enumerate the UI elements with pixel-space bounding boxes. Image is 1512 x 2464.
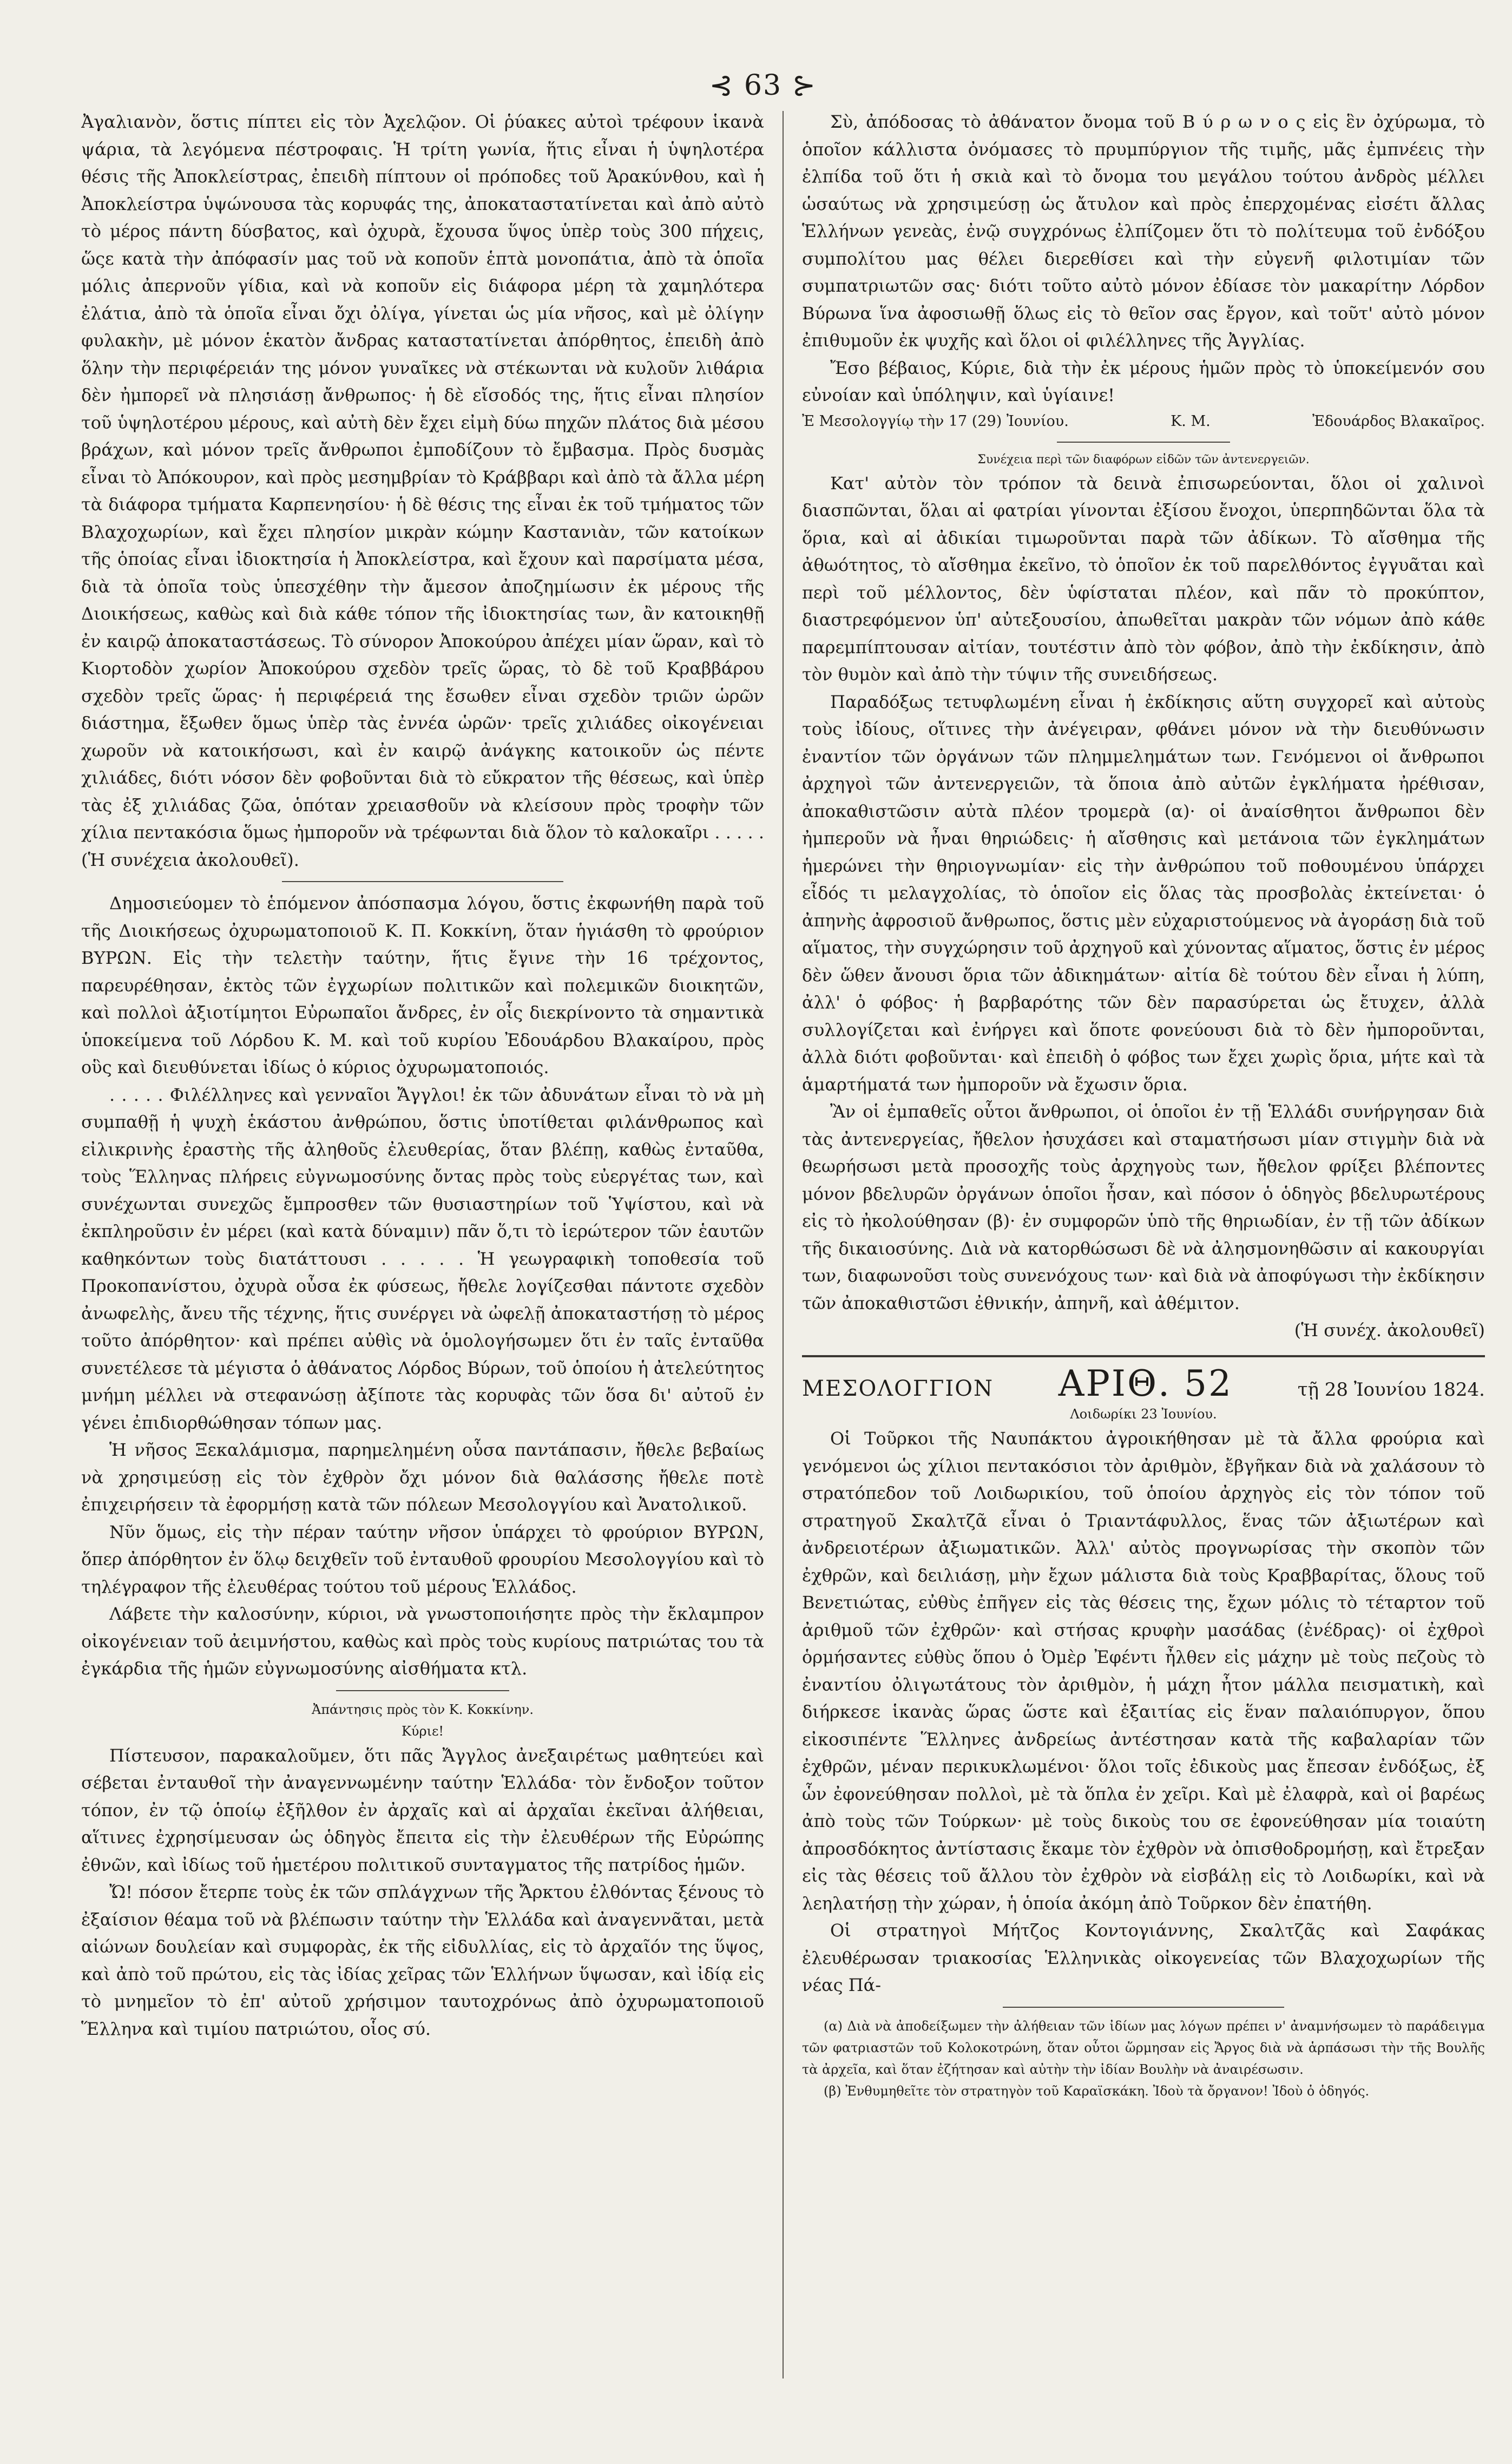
signature-place-date: Ἐ Μεσολογγίῳ τὴν 17 (29) Ἰουνίου.: [802, 412, 1069, 430]
news-paragraph: Οἱ στρατηγοὶ Μήτζος Κοντογιάννης, Σκαλτζᾶς καὶ Σαφάκας ἐλευθέρωσαν τριακοσίας Ἑλληνικὰς οἰκογενείας τῶν Βλαχοχωρίων τῆς νέας Πά-: [802, 1920, 1485, 1995]
left-ornament-icon: ⊰: [709, 69, 734, 102]
right-column: [802, 108, 1485, 2414]
reply-continued: Σὺ, ἀπόδοσας τὸ ἀθάνατον ὄνομα τοῦ Β ύ ρ ω ν ο ς εἰς ἓν ὀχύρωμα, τὸ ὁποῖον κάλλιστα ὀνόμασες τὸ πρυμπύργιον τῆς τιμῆς, μᾶς ἐμπνέεις τὴν ἐλπίδα τοῦ ὅτι ἡ σκιὰ καὶ τὸ ὄνομα του μεγάλου τούτου ἀνδρὸς μέλλει ὡσαύτως νὰ χρησιμεύσῃ ὡς ἄτυλον καὶ πρὸς ἐπερχομένας εἰσέτι ἄλλας Ἑλλήνων γενεὰς, ἐνῷ συγχρόνως ἐλπίζομεν ὅτι τὸ πολίτευμα τοῦ ἐνδόξου συμπολίτου μας θέλει διερεθίσει καὶ τὴν εὐγενῆ φιλοτιμίαν τῶν συμπατριωτῶν σας· διότι τοῦτο αὐτὸ μόνον ἐδίασε τὸν μακαρίτην Λόρδον Βύρωνα ἵνα ἀφοσιωθῇ ὅλως εἰς τὸ θεῖον σας ἔργον, καὶ τοῦτ' αὐτὸ μόνον ἐπιθυμοῦν ἐκ ψυχῆς καὶ ὅλοι οἱ φιλέλληνες τῆς Ἀγγλίας.: [802, 111, 1485, 351]
right-ornament-icon: ⊱: [792, 69, 817, 102]
footnotes: [802, 2015, 1485, 2102]
footnote: (α) Διὰ νὰ ἀποδείξωμεν τὴν ἀλήθειαν τῶν ἰδίων μας λόγων πρέπει ν' ἀναμνήσωμεν τὸ παράδειγμα τῶν φατριαστῶν τοῦ Κολοκοτρώνη, ὅταν οὗτοι ὥρμησαν εἰς Ἄργος διὰ νὰ ἁρπάσωσι τὴν τῆς Βουλῆς τὰ ἀρχεῖα, καὶ ὅταν ἐζήτησαν καὶ αὐτὴν τὴν ἰδίαν Βουλὴν νὰ ἀναιρέσωσιν.: [802, 2018, 1485, 2077]
speech-paragraph: . . . . . Φιλέλληνες καὶ γενναῖοι Ἄγγλοι! ἐκ τῶν ἀδυνάτων εἶναι τὸ νὰ μὴ συμπαθῇ ἡ ψυχὴ ἑκάστου ἀνθρώπου, ὅστις ὑποτίθεται φιλάνθρωπος καὶ εἰλικρινὴς ἐραστὴς τῆς ἀληθοῦς ἐλευθερίας, ὅταν βλέπῃ, καθὼς ἐνταῦθα, τοὺς Ἕλληνας πλήρεις εὐγνωμοσύνης ὄντας πρὸς τοὺς εὐεργέτας των, καὶ συνέχωνται συνεχῶς ἔμπροσθεν τῶν θυσιαστηρίων τοῦ Ὑψίστου, καὶ νὰ ἐκπληροῦσιν ἐν μέρει (καὶ κατὰ δύναμιν) πᾶν ὅ,τι τὸ ἱερώτερον τῶν ἑαυτῶν καθηκόντων τοὺς διατάττουσι . . . . . Ἡ γεωγραφικὴ τοποθεσία τοῦ Προκοπανίστου, ὀχυρὰ οὖσα ἐκ φύσεως, ἤθελε λογίζεσθαι πάντοτε σχεδὸν ἀνωφελὴς, ἄνευ τῆς τέχνης, ἥτις συνέργει νὰ ὠφελῇ ἀποκαταστήσῃ τὸ μέρος τοῦτο ἀπόρθητον· καὶ πρέπει αὐθὶς νὰ ὁμολογήσωμεν ὅτι ἐν ταῖς ἐνταῦθα συνετέλεσε τὰ μέγιστα ὁ ἀθάνατος Λόρδος Βύρων, τοῦ ὁποίου ἡ ἀτελεύτητος μνήμη μέλλει νὰ στεφανώσῃ ἀξίποτε τὰς κορυφὰς τῶν ὅσα δι' αὐτοῦ ἐν γένει ἐπιδιορθώθησαν τόπων μας.: [81, 1084, 764, 1433]
signature-row: [802, 409, 1485, 434]
masthead-date: τῇ 28 Ἰουνίου 1824.: [1297, 1378, 1485, 1401]
column-divider: [783, 111, 784, 2378]
news-paragraph: Οἱ Τοῦρκοι τῆς Ναυπάκτου ἀγροικήθησαν μὲ τὰ ἄλλα φρούρια καὶ γενόμενοι ὡς χίλιοι πεντακόσιοι τὸν ἀριθμὸν, ἔβγῆκαν διὰ νὰ χαλάσουν τὸ στρατόπεδον τοῦ Λοιδωρικίου, τοῦ ὁποίου ἀρχηγὸς εἰς τὸν τόπον τοῦ στρατηγοῦ Σκαλτζᾶ εἶναι ὁ Τριαντάφυλλος, ἕνας τῶν ἀξιωτέρων καὶ ἀνδρειοτέρων ἀξιωματικῶν. Ἀλλ' αὐτὸς προγνωρίσας τὴν σκοπὸν τῶν ἐχθρῶν, καὶ δειλιάσῃ, μὴν ἔχων μάλιστα διὰ τοὺς Κραββαρίτας, ὅλους τοῦ Βενετιώτας, εὐθὺς ἐπῆγεν εἰς τὰς θέσεις της, ἔχων μόλις τὸ τέταρτον τοῦ ἀριθμοῦ τῶν ἐχθρῶν· καὶ στήσας κρυφὴν μασάδας (ἐνέδρας)· οἱ ἐχθροὶ ὁρμήσαντες εὐθὺς ὅπου ὁ Ὀμὲρ Ἐφέντι ἦλθεν εἰς μάχην μὲ τοὺς πεζοὺς τὸ ἐναντίου ὀλιγωτάτους τὸν ἀριθμὸν, ἡ μάχη ἦτον μάλλα πεισματικὴ, καὶ διήρκεσε ἱκανὰς ὥρας ὥστε καὶ ἐξαιτίας εἰς ἕναν παλαιόπυργον, ὅπου εἰκοσιπέντε Ἕλληνες ἀνδρείως ἀντέστησαν κατὰ τῆς καβαλαρίαν τῶν ἐχθρῶν, μέναν περικυκλωμένοι· ὅλοι τοῖς ἐδικοὺς μας ἔπεσαν ἐνδόξως, ἐξ ὧν ἐφονεύθησαν πολλοὶ, μὲ τὰ ὅπλα ἐν χεῖρι. Καὶ μὲ ἐλαφρὰ, καὶ οἱ βαρέως ἀπὸ τοὺς τῶν Τούρκων· μὲ τοὺς δικοὺς του σε ἐφονεύθησαν μία τοιαύτη ἀπροσδόκητος ἀντίστασις ἔκαμε τὸν ἐχθρὸν νὰ ὀπισθοδρομήσῃ, καὶ ἔτρεξαν εἰς τὰς θέσεις τοῦ ἄλλου τὸν ἐχθρὸν νὰ εἰσβάλῃ εἰς τὸ Λοιδωρίκι, καὶ νὰ λεηλατήσῃ τὴν χώραν, ἡ ὁποία ἀκόμη ἀπὸ Τοῦρκον δὲν ἐπατήθη.: [802, 1428, 1485, 1914]
reply-paragraph: Ὤ! πόσον ἔτερπε τοὺς ἐκ τῶν σπλάγχνων τῆς Ἄρκτου ἐλθόντας ξένους τὸ ἐξαίσιον θέαμα τοῦ νὰ βλέπωσιν ταύτην τὴν Ἑλλάδα καὶ ἀναγεννᾶται, μετὰ αἰώνων δουλείαν καὶ συμφορὰς, ἐκ τῆς εἰδυλλίας, εἰς τὸ ἀρχαῖόν της ὕψος, καὶ ἀπὸ τοῦ πρώτου, εἰς τὰς ἰδίας χεῖρας τῶν Ἑλλήνων ὕψωσαν, καὶ ἰδίᾳ εἰς τὸ μνημεῖον τὸ ἐπ' αὐτοῦ χρήσιμον ταυτοχρόνως ἀπὸ ὀχυρωματοποιοῦ Ἕλληνα καὶ τιμίου πατριώτου, οἷος σύ.: [81, 1882, 764, 2039]
misc-paragraph: Ἂν οἱ ἐμπαθεῖς οὗτοι ἄνθρωποι, οἱ ὁποῖοι ἐν τῇ Ἑλλάδι συνήργησαν διὰ τὰς ἀντενεργείας, ἤθελον ἠσυχάσει καὶ σταματήσωσι μίαν στιγμὴν διὰ νὰ θεωρήσωσι μετὰ προσοχῆς τοὺς ἀρχηγοὺς των, ἤθελον φρίξει βλέποντες μόνον βδελυρῶν ὀργάνων ὁποῖοι ἦσαν, καὶ πόσον ὁ ὁδηγὸς βδελυρωτέρους εἰς τὸ ἠκολούθησαν (β)· ἐν συμφορῶν ὑπὸ τῆς θηριωδίαν, ἐν τῇ τῶν ἀδίκων τῆς δικαιοσύνης. Διὰ νὰ κατορθώσωσι δὲ νὰ ἀλησμονηθῶσιν αἱ κακουργίαι των, διαφωνοῦσι τοὺς συνενόχους των· καὶ διὰ νὰ ἀποφύγωσι τὴν ἐκδίκησιν τῶν ἀποκαθιστῶσι ἐθνικήν, ἀπηνῆ, καὶ ἀθέμιτον.: [802, 1101, 1485, 1313]
signature-name: Ἐδουάρδος Βλακαῖρος.: [1312, 412, 1485, 430]
section-rule: [336, 1690, 509, 1691]
reply-salutation: Κύριε!: [401, 1723, 444, 1739]
misc-paragraph: Κατ' αὐτὸν τὸν τρόπον τὰ δεινὰ ἐπισωρεύονται, ὅλοι οἱ χαλινοὶ διασπῶνται, ὅλαι αἱ φατρίαι γίνονται ἐξίσου ἔνοχοι, ὑπερπηδῶνται ὅλα τὰ ὅρια, καὶ αἱ ἀδικίαι τιμωροῦνται παρὰ τῶν ἀδίκων. Τὸ αἴσθημα τῆς ἀθωότητος, τὸ αἴσθημα ἐκεῖνο, τὸ ὁποῖον ἐκ τοῦ παρελθόντος ἐγγυᾶται καὶ περὶ τοῦ μέλλοντος, δὲν ὑφίσταται πλέον, καὶ πᾶν τὸ προκύπτον, διαστρεφόμενον ὑπ' αὐτεξουσίου, ἀπωθεῖται μακρὰν τῶν νόμων ἀπὸ κάθε παρεμπίπτουσαν αἰτίαν, τουτέστιν ἀπὸ τὸν φόβον, ἀπὸ τὴν ἐκδίκησιν, ἀπὸ τὸν θυμὸν καὶ ἀπὸ τὴν τύψιν τῆς συνειδήσεως.: [802, 472, 1485, 685]
continuation-note: (Ἡ συνέχ. ἀκολουθεῖ): [1294, 1320, 1485, 1341]
section-rule: [282, 881, 563, 882]
footnote: (β) Ἐνθυμηθεῖτε τὸν στρατηγὸν τοῦ Καραϊσκάκη. Ἰδοὺ τὰ ὄργανον! Ἰδοὺ ὁ ὁδηγός.: [824, 2083, 1370, 2099]
signature-initials: Κ. Μ.: [1171, 412, 1211, 430]
section-rule: [1057, 442, 1230, 443]
misc-heading: Συνέχεια περὶ τῶν διαφόρων εἰδῶν τῶν ἀντενεργειῶν.: [977, 452, 1310, 466]
reply-heading: Ἀπάντησις πρὸς τὸν Κ. Κοκκίνην.: [312, 1701, 534, 1717]
left-column: [81, 108, 764, 2414]
reply-closing: Ἔσο βέβαιος, Κύριε, διὰ τὴν ἐκ μέρους ἡμῶν πρὸς τὸ ὑποκείμενόν σου εὐνοίαν καὶ ὑπόληψιν, καὶ ὑγίαινε!: [802, 357, 1485, 405]
issue-masthead: [802, 1355, 1485, 1404]
speech-paragraph: Λάβετε τὴν καλοσύνην, κύριοι, νὰ γνωστοποιήσητε πρὸς τὴν ἔκλαμπρον οἰκογένειαν τοῦ ἀειμνήστου, καθὼς καὶ πρὸς τοὺς κυρίους πατριώτας του τὰ ἐγκάρδια τῆς ἡμῶν εὐγνωμοσύνης αἰσθήματα κτλ.: [81, 1604, 764, 1679]
masthead-issue-number: ΑΡΙΘ. 52: [1058, 1362, 1233, 1404]
continued-article: Ἀγαλιανὸν, ὅστις πίπτει εἰς τὸν Ἀχελῷον. Οἱ ῥύακες αὐτοὶ τρέφουν ἱκανὰ ψάρια, τὰ λεγόμενα πέστροφαις. Ἡ τρίτη γωνία, ἥτις εἶναι ἡ ὑψηλοτέρα θέσις τῆς Ἀποκλείστρας, ἐπειδὴ πίπτουν οἱ πρόποδες τοῦ Ἀρακύνθου, καὶ ἡ Ἀποκλείστρα ὑψώνουσα τὰς κορυφάς της, ἀποκαταστατίνεται καὶ ἀπὸ αὐτὸ τὸ μέρος πάντη δύσβατος, καὶ ὀχυρὰ, ἔχουσα ὕψος ὑπὲρ τοὺς 300 πήχεις, ὥςε κατὰ τὴν ἀπόφασίν μας τοῦ νὰ κοποῦν ἑπτὰ μονοπάτια, ἀπὸ τὰ ὁποῖα μόλις ἀπερνοῦν γίδια, καὶ νὰ κοποῦν εἰς διάφορα μέρη τὰ χαμηλότερα ἐλάτια, ἀπὸ τὰ ὁποῖα εἶναι ὄχι ὀλίγα, γίνεται ὡς μία νῆσος, καὶ μὲ ὀλίγην φυλακὴν, μὲ μόνον ἑκατὸν ἄνδρας καταστατίνεται ἀπόρθητος, ἐπειδὴ ἀπὸ ὅλην τὴν περιφέρειάν της μόνον γυναῖκες νὰ στέκωνται νὰ κυλοῦν λιθάρια δὲν ἠμπορεῖ νὰ πλησιάσῃ ἄνθρωπος· ἡ δὲ εἴσοδός της, ἥτις εἶναι πλησίον τοῦ ὑψηλοτέρου μέρους, καὶ αὐτὴ δὲν ἔχει εἰμὴ δύω πηχῶν πλάτος διὰ μέσου βράχων, καὶ μόνον τρεῖς ἄνθρωποι ἐμποδίζουν τὸ ἔμβασμα. Πρὸς δυσμὰς εἶναι τὸ Ἀπόκουρον, καὶ πρὸς μεσημβρίαν τὸ Κράββαρι καὶ ἀπὸ τὰ ἄλλα μέρη τὰ διάφορα τμήματα Καρπενησίου· ἡ δὲ θέσις της εἶναι ἐκ τοῦ τμήματος τῶν Βλαχοχωρίων, καὶ ἔχει πλησίον μικρὰν κώμην Καστανιὰν, τῶν κατοίκων τῆς ὁποίας εἶναι ἰδιοκτησία ἡ Ἀποκλείστρα, καὶ ἔχουν καὶ παρσίματα μέσα, διὰ τὰ ὁποῖα τοὺς ὑπεσχέθην τὴν ἄμεσον ἀποζημίωσιν ἐκ μέρους τῆς Διοικήσεως, καθὼς καὶ διὰ κάθε τόπον τῆς ἰδιοκτησίας των, ἂν κατοικηθῇ ἐν καιρῷ ἀποκαταστάσεως. Τὸ σύνορον Ἀποκούρου ἀπέχει μίαν ὥραν, καὶ τὸ Κιορτοδὸν χωρίον Ἀποκούρου σχεδὸν τρεῖς ὥρας, τὸ δὲ τοῦ Κραββάρου σχεδὸν τρεῖς ὥρας· ἡ περιφέρειά της ἔσωθεν εἶναι σχεδὸν τριῶν ὡρῶν διάστημα, ἔξωθεν ὅμως ὑπὲρ τὰς ἐννέα ὡρῶν· τρεῖς χιλιάδες οἰκογένειαι χωροῦν νὰ κατοικήσωσι, καὶ ἐν καιρῷ ἀνάγκης κατοικοῦν ὡς πέντε χιλιάδες, διότι νόσον δὲν φοβοῦνται διὰ τὸ εὔκρατον τῆς θέσεως, καὶ ὑπὲρ τὰς ἐξ χιλιάδας ζῶα, ὁπόταν χρειασθοῦν νὰ κλείσουν πρὸς τροφὴν τῶν χίλια πεντακόσια ὅμως ἠμποροῦν νὰ τρέφωνται διὰ ὅλον τὸ καλοκαῖρι . . . . . (Ἡ συνέχεια ἀκολουθεῖ).: [81, 111, 764, 870]
misc-paragraph: Παραδόξως τετυφλωμένη εἶναι ἡ ἐκδίκησις αὕτη συγχορεῖ καὶ αὐτοὺς τοὺς ἰδίους, οἵτινες τὴν ἀνέγειραν, φθάνει μόνον νὰ τὴν διευθύνωσιν ἐναντίον τῶν ὀργάνων τῶν πλημμελημάτων των. Γενόμενοι οἱ ἄνθρωποι ἀρχηγοὶ τῶν ἀντενεργειῶν, τὰ ὅποια ἀπὸ αὐτῶν ἐγκλήματα ἠρέθισαν, ἀποκαθιστῶσιν αὐτὰ πλέον τρομερὰ (α)· οἱ ἀναίσθητοι ἄνθρωποι δὲν ἠμπεροῦν νὰ ἦναι θηριώδεις· ἡ αἴσθησις καὶ μετάνοια τῶν ἐγκλημάτων ἡμερώνει τὴν θηριογνωμίαν· εἰς τὴν ἀνθρώπου τοῦ ποθουμένου ὑπάρχει εἶδός τι μελαγχολίας, τὸ ὁποῖον εἰς ὅλας τὰς προσβολὰς ἐκτείνεται· ὁ ἀπηνὴς ἀφροσιοῦ ἄνθρωπος, ὅστις μὲν εὐχαριστούμενος νὰ ἀγοράσῃ διὰ τοῦ αἵματος, τὴν συγχώρησιν τοῦ ἀρχηγοῦ καὶ χύνοντας αἵματος, ὅστις ἐν μέρος δὲν ὥθεν ἄνουσι ὅρια τῶν ἀδικημάτων· αἰτία δὲ τούτου δὲν εἶναι ἡ λύπη, ἀλλ' ὁ φόβος· ἡ βαρβαρότης τῶν δὲν παρασύρεται ὡς ἔτυχεν, ἀλλὰ συλλογίζεται καὶ ἐνήργει καὶ ὅποτε φονεύουσι διὰ τὸ δὲν ἠμποροῦνται, ἀλλὰ διότι φοβοῦνται· καὶ ἐπειδὴ ὁ φόβος των ἔχει χωρὶς ὅρια, μήτε καὶ τὰ ἁμαρτήματά των ἠμποροῦν νὰ ἔχωσιν ὅρια.: [802, 691, 1485, 1095]
page-number: [698, 69, 828, 102]
speech-paragraph: Νῦν ὅμως, εἰς τὴν πέραν ταύτην νῆσον ὑπάρχει τὸ φρούριον ΒΥΡΩΝ, ὅπερ ἀπόρθητον ἐν ὅλῳ δειχθεῖν τοῦ ἐνταυθοῦ φρουρίου Μεσολογγίου καὶ τὸ τηλέγραφον τῆς ἐλευθέρας τούτου τοῦ μέρους Ἑλλάδος.: [81, 1521, 764, 1597]
footnote-rule: [1003, 2007, 1284, 2008]
speech-notice: Δημοσιεύομεν τὸ ἑπόμενον ἀπόσπασμα λόγου, ὅστις ἐκφωνήθη παρὰ τοῦ τῆς Διοικήσεως ὀχυρωματοποιοῦ Κ. Π. Κοκκίνη, ὅταν ἡγιάσθη τὸ φρούριον ΒΥΡΩΝ. Εἰς τὴν τελετὴν ταύτην, ἥτις ἔγινε τὴν 16 τρέχοντος, παρευρέθησαν, ἐκτὸς τῶν ἐγχωρίων πολιτικῶν καὶ πολεμικῶν διοικητῶν, καὶ πολλοὶ ἀξιοτίμητοι Εὐρωπαῖοι ἄνδρες, ἐν οἷς διεκρίνοντο τὰ σημαντικὰ ὑποκείμενα τοῦ Λόρδου Κ. Μ. καὶ τοῦ κυρίου Ἐδουάρδου Βλακαίρου, πρὸς οὓς καὶ διευθύνεται ἰδίως ὁ κύριος ὀχυρωματοποιός.: [81, 893, 764, 1077]
reply-paragraph: Πίστευσον, παρακαλοῦμεν, ὅτι πᾶς Ἄγγλος ἀνεξαιρέτως μαθητεύει καὶ σέβεται ἐνταυθοῖ τὴν ἀναγεννωμένην ταύτην Ἑλλάδα· τὸν ἔνδοξον τοῦτον τόπον, ἐν τῷ ὁποίῳ ἐξῆλθον ἐν ἀρχαῖς καὶ αἱ ἀρχαῖαι ἐκεῖναι ἀλήθειαι, αἵτινες ἐχρησίμευσαν ὡς ὁδηγὸς ἔπειτα εἰς τὴν ἐλευθέρων τῆς Εὐρώπης ἐθνῶν, καὶ ἰδίως τοῦ ἡμετέρου πολιτικοῦ συνταγματος τῆς πατρίδος ἡμῶν.: [81, 1745, 764, 1875]
news-dateline: Λοιδωρίκι 23 Ἰουνίου.: [1070, 1407, 1217, 1422]
speech-paragraph: Ἡ νῆσος Ξεκαλάμισμα, παρημελημένη οὖσα παντάπασιν, ἤθελε βεβαίως νὰ χρησιμεύσῃ εἰς τὸν ἐχθρὸν ὄχι μόνον διὰ θαλάσσης ἤθελε ποτὲ ἐπιχειρήσειν τὰ ἐφορμήσῃ κατὰ τῶν πόλεων Μεσολογγίου καὶ Ἀνατολικοῦ.: [81, 1440, 764, 1515]
page-number-value: 63: [744, 69, 783, 102]
masthead-city: ΜΕΣΟΛΟΓΓΙΟΝ: [802, 1376, 994, 1401]
